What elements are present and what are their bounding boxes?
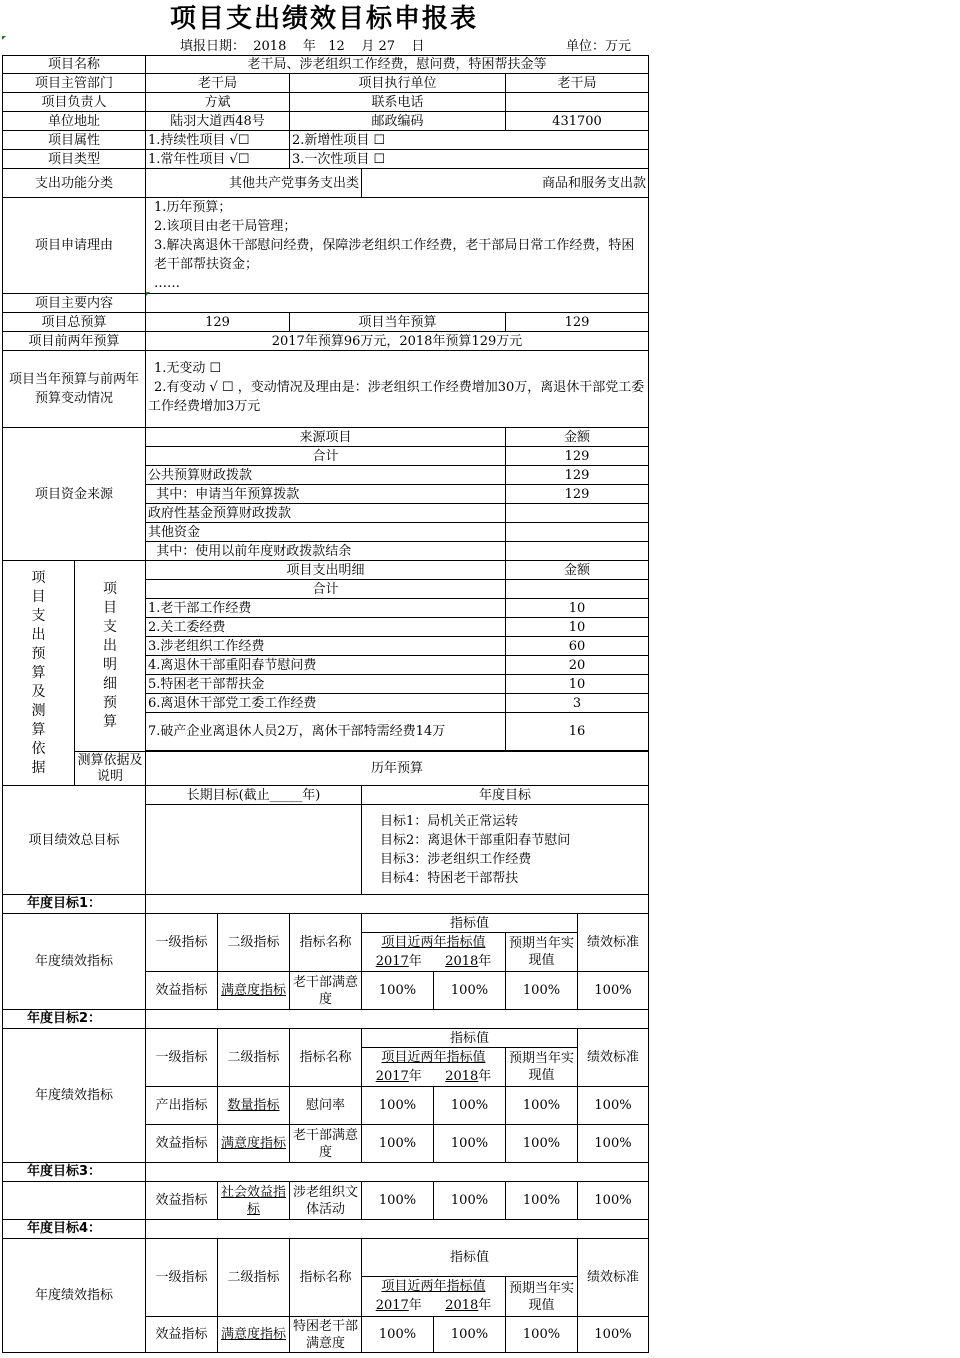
detail-amount: 60 (506, 637, 649, 656)
function-class-2: 商品和服务支出款 (362, 169, 649, 198)
phone-value (506, 93, 649, 112)
expected-header: 预期当年实现值 (506, 1277, 578, 1317)
row-total (3, 313, 649, 332)
year-budget-value: 129 (506, 313, 649, 332)
lvl1-header: 一级指标 (146, 1029, 218, 1087)
lvl2-header: 二级指标 (218, 914, 290, 972)
reason-line: 3.解决离退休干部慰问经费，保障涉老组织工作经费，老干部局日常工作经费，特困老干部帮扶资金； (154, 238, 635, 272)
year-suffix: 年 (408, 954, 422, 969)
content-label: 项目主要内容 (3, 294, 146, 313)
recent-years (364, 952, 503, 971)
year-suffix: 年 (478, 1069, 492, 1084)
detail-total-label: 合计 (146, 580, 506, 599)
lvl2-value: 满意度指标 (218, 1317, 290, 1353)
goal-4-label: 年度目标4： (3, 1220, 146, 1239)
year-budget-label: 项目当年预算 (290, 313, 506, 332)
phone-label: 联系电话 (290, 93, 506, 112)
standard-value: 100% (578, 1125, 649, 1163)
lvl2-header: 二级指标 (218, 1029, 290, 1087)
goal-3-label: 年度目标3： (3, 1163, 146, 1182)
funding-amount: 129 (506, 466, 649, 485)
exec-value: 老干局 (506, 74, 649, 93)
value-2017: 100% (362, 1087, 434, 1125)
cell-marker (2, 36, 6, 40)
change-line-1: 1.无变动 ☐ (154, 361, 222, 376)
attr-option-2: 2.新增性项目 ☐ (290, 131, 649, 150)
row-reason (3, 198, 649, 294)
exec-label: 项目执行单位 (290, 74, 506, 93)
year-2017 (376, 1296, 422, 1315)
perf-long-term: 长期目标(截止_____年) (146, 786, 362, 805)
row-leader (3, 93, 649, 112)
prev-budget-label: 项目前两年预算 (3, 332, 146, 351)
prev-budget-value: 2017年预算96万元，2018年预算129万元 (146, 332, 649, 351)
change-line-2: 2.有变动 √ ☐ ，变动情况及理由是：涉老组织工作经费增加30万，离退休干部党工委工作经费增加3万元 (148, 380, 645, 414)
dept-value: 老干局 (146, 74, 290, 93)
funding-amount (506, 542, 649, 561)
expected-value: 100% (506, 1182, 578, 1220)
standard-header: 绩效标准 (578, 1029, 649, 1087)
attr-option-1: 1.持续性项目 √☐ (146, 131, 290, 150)
year-2018 (445, 1067, 491, 1086)
goal-4-empty (146, 1220, 649, 1239)
year-value: 2018 (445, 1298, 479, 1313)
funding-source: 合计 (146, 447, 506, 466)
row-change (3, 351, 649, 428)
funding-source: 其中：使用以前年度财政拨款结余 (146, 542, 506, 561)
annual-goal: 目标2：离退休干部重阳春节慰问 (380, 832, 571, 848)
goal-3-empty (146, 1163, 649, 1182)
detail-amount: 10 (506, 675, 649, 694)
funding-amount: 129 (506, 485, 649, 504)
indicator-label: 年度绩效指标 (3, 1029, 146, 1163)
funding-source: 政府性基金预算财政拨款 (146, 504, 506, 523)
detail-item: 5.特困老干部帮扶金 (146, 675, 506, 694)
value-2017: 100% (362, 1125, 434, 1163)
standard-header: 绩效标准 (578, 1239, 649, 1317)
detail-total-value (506, 580, 649, 599)
year-2018 (445, 1296, 491, 1315)
year-value: 2018 (445, 1069, 479, 1084)
lvl1-value: 效益指标 (146, 972, 218, 1010)
attr-label: 项目属性 (3, 131, 146, 150)
year-value: 2017 (375, 954, 409, 969)
expected-value: 100% (506, 1087, 578, 1125)
iname-header: 指标名称 (290, 914, 362, 972)
value-2017: 100% (362, 1317, 434, 1353)
year-2017 (376, 952, 422, 971)
funding-amount (506, 523, 649, 542)
recent-header (362, 933, 506, 972)
year-value: 2018 (445, 954, 479, 969)
value-2018: 100% (434, 1087, 506, 1125)
unit-label: 单位：万元 (566, 39, 632, 54)
detail-amount: 16 (506, 713, 649, 751)
value-2018: 100% (434, 972, 506, 1010)
year-2017 (376, 1067, 422, 1086)
lvl2-value: 数量指标 (218, 1087, 290, 1125)
function-class-1: 其他共产党事务支出类 (146, 169, 362, 198)
annual-goal: 目标1：局机关正常运转 (380, 813, 519, 829)
standard-value: 100% (578, 1182, 649, 1220)
year-suffix: 年 (408, 1069, 422, 1084)
year-value: 2017 (375, 1298, 409, 1313)
value-2017: 100% (362, 1182, 434, 1220)
detail-amount: 10 (506, 618, 649, 637)
recent-years (364, 1067, 503, 1086)
value-2018: 100% (434, 1182, 506, 1220)
leader-label: 项目负责人 (3, 93, 146, 112)
indicator-name: 慰问率 (290, 1087, 362, 1125)
funding-source: 其中：申请当年预算拨款 (146, 485, 506, 504)
dept-label: 项目主管部门 (3, 74, 146, 93)
reason-line: 2.该项目由老干局管理； (154, 219, 297, 234)
indicator-name: 老干部满意度 (290, 1125, 362, 1163)
funding-label: 项目资金来源 (3, 428, 146, 561)
long-term-value (146, 805, 362, 895)
lvl1-value: 效益指标 (146, 1125, 218, 1163)
indicator-name: 特困老干部满意度 (290, 1317, 362, 1353)
funding-source: 其他资金 (146, 523, 506, 542)
detail-item: 7.破产企业离退休人员2万，离休干部特需经费14万 (146, 713, 506, 751)
funding-col-source: 来源项目 (146, 428, 506, 447)
ivalue-header: 指标值 (362, 1239, 578, 1277)
detail-amount: 20 (506, 656, 649, 675)
change-label: 项目当年预算与前两年预算变动情况 (3, 351, 146, 428)
annual-goals-list (362, 805, 649, 895)
reason-text (146, 198, 649, 294)
content-value (146, 294, 649, 313)
expected-value: 100% (506, 972, 578, 1010)
expected-value: 100% (506, 1125, 578, 1163)
expected-value: 100% (506, 1317, 578, 1353)
iname-header: 指标名称 (290, 1029, 362, 1087)
detail-inner-label (75, 561, 146, 752)
zip-label: 邮政编码 (290, 112, 506, 131)
type-label: 项目类型 (3, 150, 146, 169)
value-2018: 100% (434, 1125, 506, 1163)
detail-item: 6.离退休干部党工委工作经费 (146, 694, 506, 713)
type-option-1: 1.常年性项目 √☐ (146, 150, 290, 169)
detail-item: 4.离退休干部重阳春节慰问费 (146, 656, 506, 675)
row-project-name (3, 56, 649, 74)
detail-item: 3.涉老组织工作经费 (146, 637, 506, 656)
detail-outer-text: 项目支出预算及测算依据 (31, 569, 46, 776)
goal-3-indicator-empty (3, 1182, 146, 1220)
reason-line: 1.历年预算； (154, 200, 232, 215)
page-title: 项目支出绩效目标申报表 (169, 4, 478, 34)
detail-outer-label (3, 561, 75, 786)
total-budget-value: 129 (146, 313, 290, 332)
goal-2-empty (146, 1010, 649, 1029)
annual-goal: 目标4：特困老干部帮扶 (380, 870, 519, 886)
year-suffix: 年 (478, 1298, 492, 1313)
funding-amount (506, 504, 649, 523)
lvl1-header: 一级指标 (146, 1239, 218, 1317)
change-text (146, 351, 649, 428)
recent-header (362, 1048, 506, 1087)
lvl2-header: 二级指标 (218, 1239, 290, 1317)
expected-header: 预期当年实现值 (506, 933, 578, 972)
basis-value: 历年预算 (146, 752, 649, 786)
reason-label: 项目申请理由 (3, 198, 146, 294)
indicator-label: 年度绩效指标 (3, 1239, 146, 1353)
funding-amount: 129 (506, 447, 649, 466)
detail-amount: 10 (506, 599, 649, 618)
year-2018 (445, 952, 491, 971)
annual-goal: 目标3：涉老组织工作经费 (380, 851, 532, 867)
detail-item: 2.关工委经费 (146, 618, 506, 637)
detail-col-amount: 金额 (506, 561, 649, 580)
address-value: 陆羽大道西48号 (146, 112, 290, 131)
function-label: 支出功能分类 (3, 169, 146, 198)
detail-item: 1.老干部工作经费 (146, 599, 506, 618)
lvl1-header: 一级指标 (146, 914, 218, 972)
recent-label: 项目近两年指标值 (381, 935, 486, 950)
ivalue-header: 指标值 (362, 914, 578, 933)
lvl1-value: 效益指标 (146, 1317, 218, 1353)
row-content (3, 294, 649, 313)
row-basis (3, 752, 649, 786)
project-name: 老干局、涉老组织工作经费，慰问费，特困帮扶金等 (146, 56, 649, 74)
goal-1-empty (146, 895, 649, 914)
table-row (3, 1182, 649, 1220)
standard-value: 100% (578, 1087, 649, 1125)
perf-annual: 年度目标 (362, 786, 649, 805)
project-name-label: 项目名称 (3, 56, 146, 74)
goal-1-label: 年度目标1： (3, 895, 146, 914)
funding-col-amount: 金额 (506, 428, 649, 447)
report-table (2, 55, 649, 1353)
recent-years (364, 1296, 503, 1315)
detail-inner-text: 项目支出明细预算 (103, 581, 117, 730)
funding-source: 公共预算财政拨款 (146, 466, 506, 485)
iname-header: 指标名称 (290, 1239, 362, 1317)
leader-value: 方斌 (146, 93, 290, 112)
address-label: 单位地址 (3, 112, 146, 131)
row-function (3, 169, 649, 198)
perf-label: 项目绩效总目标 (3, 786, 146, 895)
recent-label: 项目近两年指标值 (381, 1050, 486, 1065)
value-2017: 100% (362, 972, 434, 1010)
standard-value: 100% (578, 972, 649, 1010)
expected-header: 预期当年实现值 (506, 1048, 578, 1087)
row-type (3, 150, 649, 169)
year-suffix: 年 (408, 1298, 422, 1313)
year-value: 2017 (375, 1069, 409, 1084)
recent-label: 项目近两年指标值 (381, 1279, 486, 1294)
recent-header (362, 1277, 506, 1317)
indicator-name: 涉老组织文体活动 (290, 1182, 362, 1220)
reason-line: …… (154, 276, 180, 291)
row-prev (3, 332, 649, 351)
cell-marker (146, 292, 150, 296)
lvl2-value: 满意度指标 (218, 1125, 290, 1163)
year-suffix: 年 (478, 954, 492, 969)
lvl1-value: 效益指标 (146, 1182, 218, 1220)
fill-date: 填报日期： 2018 年 12 月 27 日 (180, 39, 425, 54)
value-2018: 100% (434, 1317, 506, 1353)
indicator-label: 年度绩效指标 (3, 914, 146, 1010)
detail-col-item: 项目支出明细 (146, 561, 506, 580)
zip-value: 431700 (506, 112, 649, 131)
goal-2-label: 年度目标2： (3, 1010, 146, 1029)
ivalue-header: 指标值 (362, 1029, 578, 1048)
type-option-2: 3.一次性项目 ☐ (290, 150, 649, 169)
standard-value: 100% (578, 1317, 649, 1353)
lvl2-value: 满意度指标 (218, 972, 290, 1010)
basis-label: 测算依据及说明 (75, 752, 146, 786)
standard-header: 绩效标准 (578, 914, 649, 972)
lvl2-value: 社会效益指标 (218, 1182, 290, 1220)
detail-amount: 3 (506, 694, 649, 713)
row-attr (3, 131, 649, 150)
total-budget-label: 项目总预算 (3, 313, 146, 332)
row-address (3, 112, 649, 131)
row-dept (3, 74, 649, 93)
indicator-name: 老干部满意度 (290, 972, 362, 1010)
lvl1-value: 产出指标 (146, 1087, 218, 1125)
